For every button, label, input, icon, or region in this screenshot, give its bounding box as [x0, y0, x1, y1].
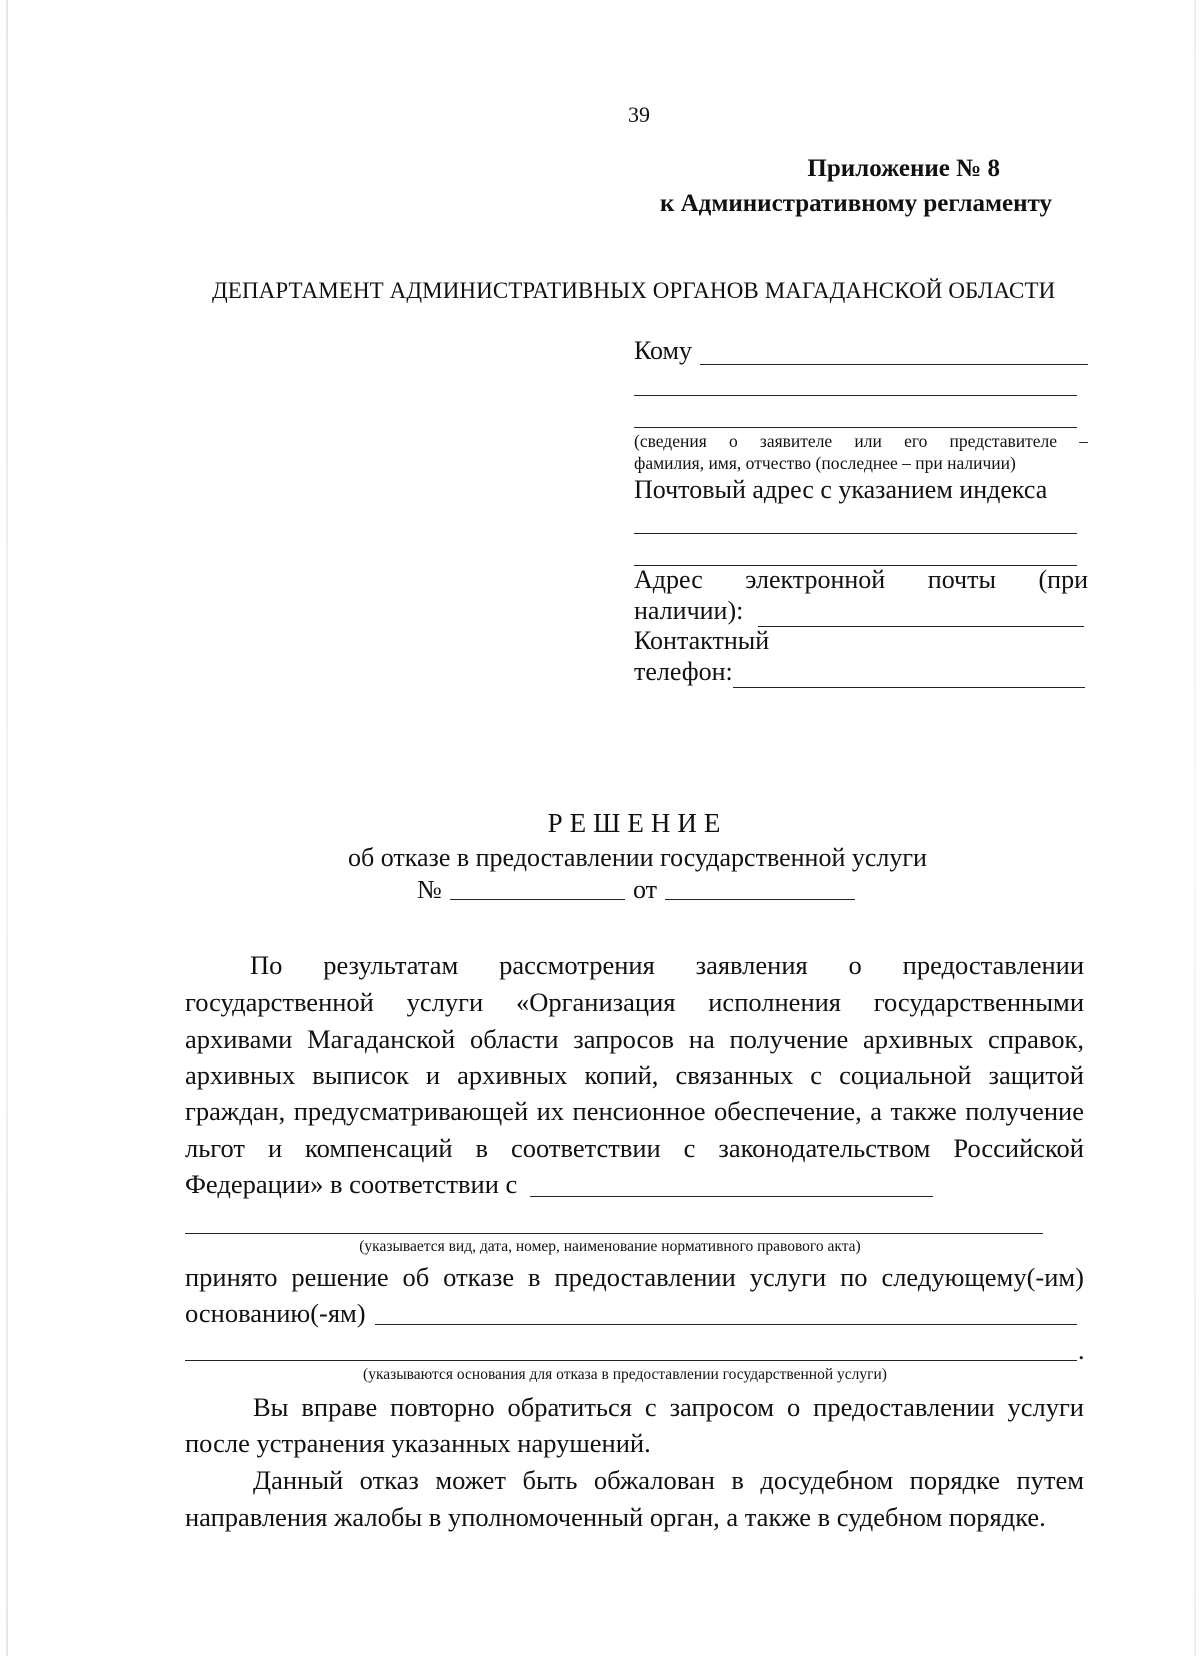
grounds-line[interactable]	[375, 1324, 1077, 1325]
postal-address-label: Почтовый адрес с указанием индекса	[634, 475, 1048, 504]
number-label: №	[417, 875, 442, 904]
grounds-caption: (указываются основания для отказа в предоставлении государственной услуги)	[363, 1366, 887, 1383]
to-line[interactable]	[700, 364, 1088, 365]
grounds-line-2[interactable]	[185, 1360, 1077, 1361]
phone-line[interactable]	[733, 687, 1085, 688]
legal-act-caption: (указывается вид, дата, номер, наименование нормативного правового акта)	[359, 1238, 861, 1255]
to-label: Кому	[634, 336, 693, 365]
email-label-line2: наличии):	[634, 596, 744, 625]
para1-last-line: Федерации» в соответствии с	[185, 1169, 518, 1199]
para1-line: льгот и компенсаций в соответствии с законодательством Российской	[185, 1133, 1084, 1163]
appendix-reference: к Административному регламенту	[659, 190, 1052, 217]
decision-line-2: основанию(-ям)	[185, 1298, 366, 1328]
para2-line-2: после устранения указанных нарушений.	[185, 1428, 651, 1458]
applicant-note-line1: (сведения о заявителе или его представителе –	[634, 431, 1088, 451]
para1-line: По результатам рассмотрения заявления о предоставлении	[250, 950, 1084, 980]
date-label: от	[633, 875, 658, 904]
postal-line-1[interactable]	[634, 533, 1077, 534]
legal-act-line-2[interactable]	[185, 1233, 1043, 1234]
email-line[interactable]	[758, 626, 1084, 627]
to-line-2[interactable]	[634, 395, 1077, 396]
decision-subtitle: об отказе в предоставлении государственной услуги	[348, 843, 927, 872]
number-line[interactable]	[450, 899, 625, 900]
para1-line: граждан, предусматривающей их пенсионное обеспечение, а также получение	[185, 1096, 1084, 1126]
decision-line-1: принято решение об отказе в предоставлении услуги по следующему(-им)	[185, 1262, 1084, 1292]
applicant-note-line2: фамилия, имя, отчество (последнее – при наличии)	[634, 453, 1016, 473]
para2-line-1: Вы вправе повторно обратиться с запросом о предоставлении услуги	[253, 1392, 1084, 1422]
decision-title: РЕШЕНИЕ	[547, 808, 728, 838]
to-line-3[interactable]	[634, 427, 1077, 428]
legal-act-line[interactable]	[530, 1196, 933, 1197]
para1-line: архивных выписок и архивных копий, связанных с социальной защитой	[185, 1060, 1084, 1090]
para3-line-2: направления жалобы в уполномоченный орган, а также в судебном порядке.	[185, 1502, 1046, 1532]
grounds-period: .	[1078, 1336, 1085, 1365]
appendix-title: Приложение № 8	[807, 155, 1000, 182]
page-number: 39	[628, 102, 650, 127]
date-line[interactable]	[665, 899, 855, 900]
para3-line-1: Данный отказ может быть обжалован в досудебном порядке путем	[253, 1465, 1084, 1495]
phone-label-line1: Контактный	[634, 626, 770, 655]
phone-label-line2: телефон:	[634, 657, 733, 686]
department-name: ДЕПАРТАМЕНТ АДМИНИСТРАТИВНЫХ ОРГАНОВ МАГАДАНСКОЙ ОБЛАСТИ	[212, 278, 1056, 303]
para1-line: государственной услуги «Организация исполнения государственными	[185, 987, 1084, 1017]
para1-line: архивами Магаданской области запросов на получение архивных справок,	[185, 1024, 1084, 1054]
email-label-line1: Адрес электронной почты (при	[634, 565, 1088, 594]
